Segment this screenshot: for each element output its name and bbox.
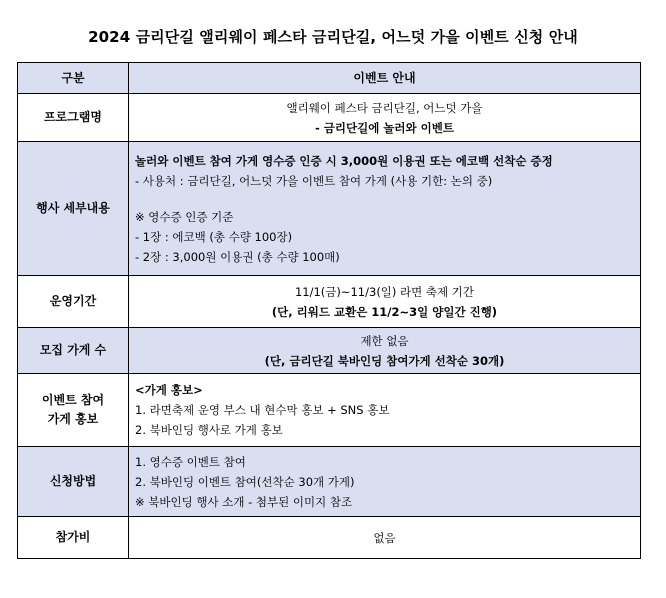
row-promo <box>18 374 641 447</box>
promo-item-1: 1. 라면축제 운영 부스 내 현수막 홍보 + SNS 홍보 <box>135 403 390 417</box>
program-subtitle: - 금리단길에 놀러와 이벤트 <box>315 120 454 135</box>
program-name: 앨리웨이 페스타 금리단길, 어느덧 가을 <box>286 100 483 115</box>
value-promo <box>129 374 641 447</box>
period-note: (단, 리워드 교환은 11/2~3일 양일간 진행) <box>271 304 498 319</box>
label-fee: 참가비 <box>18 517 129 559</box>
event-info-table <box>17 62 641 559</box>
document-title: 2024 금리단길 앨리웨이 페스타 금리단길, 어느덧 가을 이벤트 신청 안내 <box>88 28 578 46</box>
row-program <box>18 94 641 142</box>
details-criteria-1: - 1장 : 에코백 (총 수량 100장) <box>135 229 293 244</box>
label-promo <box>18 374 129 447</box>
row-period <box>18 276 641 328</box>
label-period: 운영기간 <box>18 276 129 328</box>
value-fee: 없음 <box>129 517 641 559</box>
details-headline: 놀러와 이벤트 참여 가게 영수증 인증 시 3,000원 이용권 또는 에코백 선착순 증정 <box>135 153 553 168</box>
value-period <box>129 276 641 328</box>
details-usage: - 사용처 : 금리단길, 어느덧 가을 이벤트 참여 가게 (사용 기한: 논의 중) <box>135 173 493 188</box>
recruit-limit: 제한 없음 <box>360 333 409 348</box>
promo-item-2: 2. 북바인딩 행사로 가게 홍보 <box>135 423 283 437</box>
apply-note: ※ 북바인딩 행사 소개 - 첨부된 이미지 참조 <box>135 494 353 509</box>
details-spacer <box>135 191 634 207</box>
row-fee <box>18 517 641 559</box>
label-promo-line2: 가게 홍보 <box>47 412 99 426</box>
promo-heading: <가게 홍보> <box>135 383 203 397</box>
recruit-note: (단, 금리단길 북바인딩 참여가게 선착순 30개) <box>264 353 505 368</box>
label-details: 행사 세부내용 <box>18 142 129 276</box>
header-event-info: 이벤트 안내 <box>129 63 641 94</box>
row-recruit <box>18 328 641 374</box>
value-recruit <box>129 328 641 374</box>
row-details <box>18 142 641 276</box>
value-apply <box>129 447 641 517</box>
row-apply <box>18 447 641 517</box>
apply-method-2: 2. 북바인딩 이벤트 참여(선착순 30개 가게) <box>135 474 355 489</box>
details-criteria-2: - 2장 : 3,000원 이용권 (총 수량 100매) <box>135 249 340 264</box>
label-promo-line1: 이벤트 참여 <box>41 393 105 407</box>
table-header-row <box>18 63 641 94</box>
value-program <box>129 94 641 142</box>
period-dates: 11/1(금)~11/3(일) 라면 축제 기간 <box>294 284 475 299</box>
details-criteria-note: ※ 영수증 인증 기준 <box>135 209 234 224</box>
value-details <box>129 142 641 276</box>
apply-method-1: 1. 영수증 이벤트 참여 <box>135 454 246 469</box>
label-apply: 신청방법 <box>18 447 129 517</box>
header-category: 구분 <box>18 63 129 94</box>
label-recruit: 모집 가게 수 <box>18 328 129 374</box>
label-program: 프로그램명 <box>18 94 129 142</box>
